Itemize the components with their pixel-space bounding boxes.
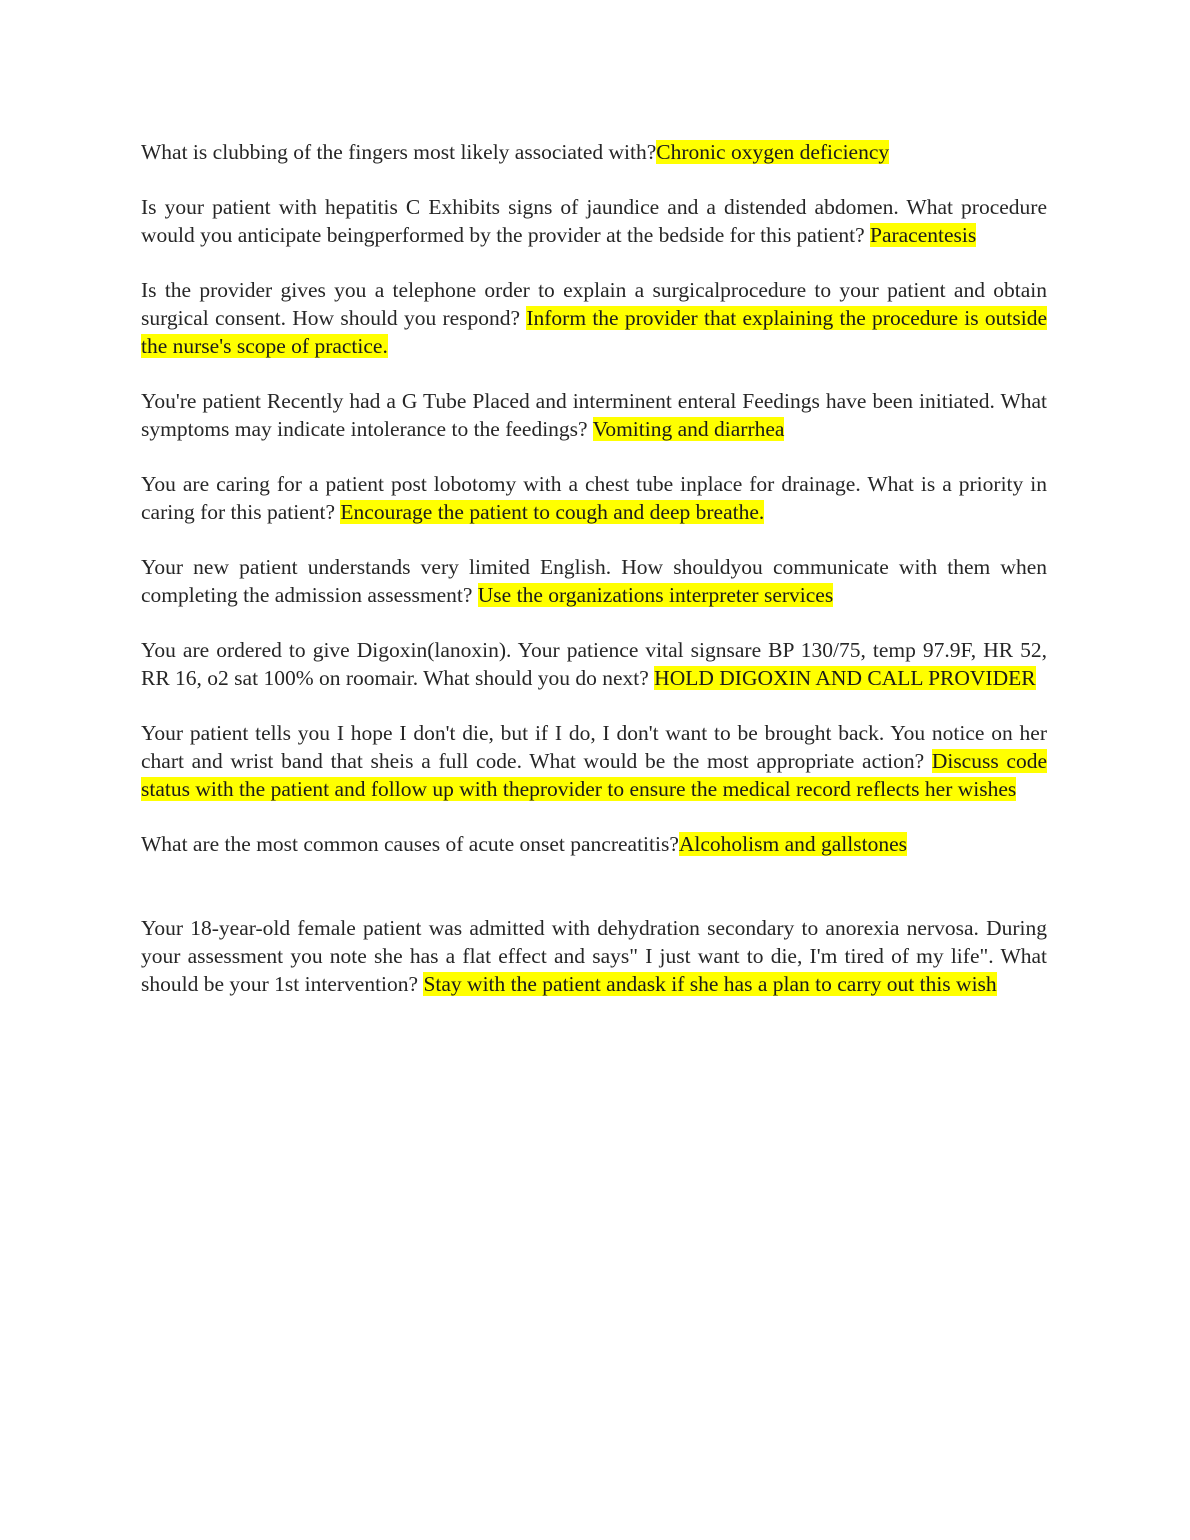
question-text: You're patient Recently had a G Tube Placed and interminent enteral Feedings have been initiated. What symptoms may indicate intolerance to the feedings? bbox=[141, 389, 1047, 441]
qa-item-clubbing bbox=[141, 138, 1047, 166]
question-text: Your patient tells you I hope I don't die, but if I do, I don't want to be brought back. You notice on her chart and wrist band that sheis a full code. What would be the most appropriate action? bbox=[141, 721, 1047, 773]
qa-item-interpreter bbox=[141, 553, 1047, 609]
question-text: Your 18-year-old female patient was admitted with dehydration secondary to anorexia nervosa. During your assessment you note she has a flat effect and says" I just want to die, I'm tired of my life". What should be your 1st intervention? bbox=[141, 916, 1047, 996]
question-text: Your new patient understands very limited English. How shouldyou communicate with them when completing the admission assessment? bbox=[141, 555, 1047, 607]
question-text: What is clubbing of the fingers most likely associated with? bbox=[141, 140, 657, 164]
answer-highlight: HOLD DIGOXIN AND CALL PROVIDER bbox=[654, 666, 1036, 690]
answer-highlight: Use the organizations interpreter services bbox=[477, 583, 834, 607]
qa-item-pancreatitis bbox=[141, 830, 1047, 858]
question-text: What are the most common causes of acute onset pancreatitis? bbox=[141, 832, 679, 856]
question-text: Is the provider gives you a telephone order to explain a surgicalprocedure to your patient and obtain surgical consent. How should you respond? bbox=[141, 278, 1047, 330]
qa-item-g-tube bbox=[141, 387, 1047, 443]
qa-item-chest-tube bbox=[141, 470, 1047, 526]
document-page bbox=[141, 138, 1047, 1025]
answer-highlight: Paracentesis bbox=[869, 223, 977, 247]
answer-highlight: Discuss code status with the patient and follow up with theprovider to ensure the medical record reflects her wishes bbox=[141, 749, 1047, 801]
answer-highlight: Chronic oxygen deficiency bbox=[656, 140, 890, 164]
qa-item-code-status bbox=[141, 719, 1047, 803]
question-text: You are ordered to give Digoxin(lanoxin). Your patience vital signsare BP 130/75, temp 97.9F, HR 52, RR 16, o2 sat 100% on roomair. What should you do next? bbox=[141, 638, 1047, 690]
qa-item-hepatitis bbox=[141, 193, 1047, 249]
question-text: Is your patient with hepatitis C Exhibits signs of jaundice and a distended abdomen. What procedure would you anticipate beingperformed by the provider at the bedside for this patient? bbox=[141, 195, 1047, 247]
answer-highlight: Encourage the patient to cough and deep breathe. bbox=[340, 500, 765, 524]
qa-item-digoxin bbox=[141, 636, 1047, 692]
answer-highlight: Stay with the patient andask if she has a plan to carry out this wish bbox=[423, 972, 997, 996]
qa-item-surgical-consent bbox=[141, 276, 1047, 360]
answer-highlight: Alcoholism and gallstones bbox=[678, 832, 908, 856]
qa-item-anorexia bbox=[141, 914, 1047, 998]
question-text: You are caring for a patient post lobotomy with a chest tube inplace for drainage. What is a priority in caring for this patient? bbox=[141, 472, 1047, 524]
answer-highlight: Vomiting and diarrhea bbox=[592, 417, 785, 441]
answer-highlight: Inform the provider that explaining the procedure is outside the nurse's scope of practice. bbox=[141, 306, 1047, 358]
